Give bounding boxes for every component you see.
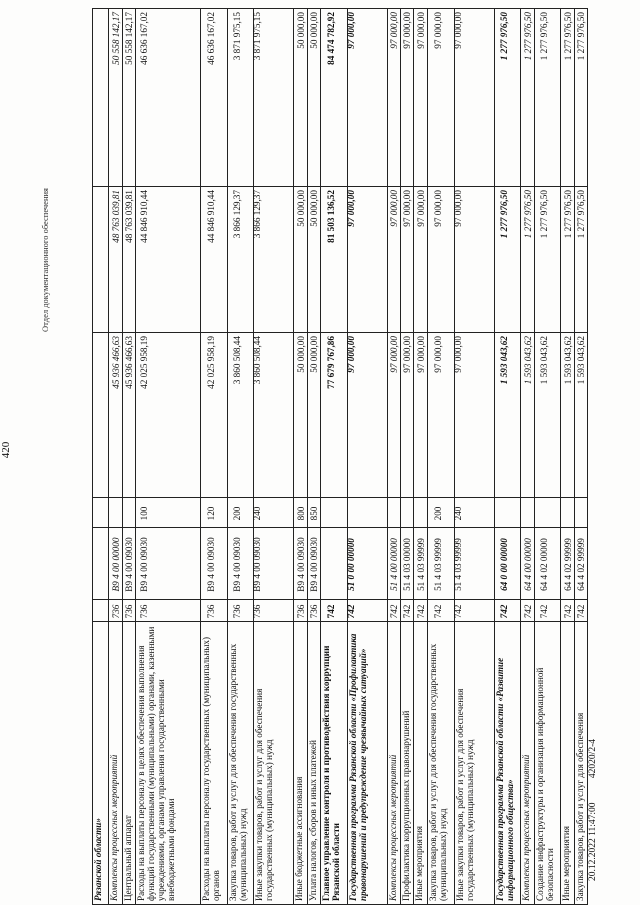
cell-y2023: 44 846 910,44 [205,190,216,243]
cell-vr [124,501,134,526]
cell-csr: 64 4 02 00000 [539,538,550,591]
column-divider [92,599,587,600]
cell-ved: 742 [389,604,400,619]
cell-y2024: 46 636 167,02 [205,12,216,65]
cell-csr: В9 4 00 09030 [124,537,135,592]
cell-vr: 120 [205,506,216,521]
column-divider [92,497,587,498]
cell-vr: 240 [452,506,463,521]
cell-csr: 51 4 03 99999 [432,538,443,591]
cell-vr [111,501,121,526]
row-description: Иные закупки товаров, работ и услуг для обеспечения государственных (муниципальных) нужд [454,688,475,901]
cell-vr [346,501,386,526]
cell-y2022: 50 000,00 [295,336,306,373]
cell-y2024: 97 000,00 [452,12,463,49]
cell-y2024: 50 558 142,17 [124,12,135,65]
cell-vr [402,501,412,526]
cell-csr [326,531,346,598]
cell-csr: 51 4 03 99999 [452,538,463,591]
cell-y2023: 1 277 976,50 [562,190,573,239]
row-description: Закупка товаров, работ и услуг для обеспечения государственных (муниципальных) нужд [427,643,448,901]
cell-y2022: 97 000,00 [432,336,443,373]
cell-y2024: 46 636 167,02 [138,12,149,65]
row-description: Уплата налогов, сборов и иных платежей [307,740,318,901]
row-description: Иные бюджетные ассигнования [294,776,305,901]
cell-csr: В9 4 00 09030 [295,537,306,592]
column-divider [92,332,587,333]
cell-csr: В9 4 00 09030 [205,537,216,592]
cell-csr: 64 0 00 00000 [499,538,510,591]
row-description: Профилактика коррупционных правонарушений [401,710,412,901]
cell-vr [97,501,107,526]
cell-vr: 200 [232,506,243,521]
cell-y2022: 50 000,00 [309,336,320,373]
cell-y2024: 84 474 782,92 [325,12,336,65]
department-stamp: Отдел документационного обеспечения [40,188,50,332]
row-description: Закупка товаров, работ и услуг для обеспечения [574,712,585,901]
cell-ved: 742 [432,604,443,619]
cell-y2023: 50 000,00 [309,190,320,227]
cell-ved: 742 [576,604,586,619]
cell-csr: В9 4 00 09030 [252,537,263,592]
column-divider [92,621,587,622]
cell-csr: 51 4 00 00000 [389,538,400,591]
cell-y2023: 97 000,00 [389,190,400,227]
cell-y2024: 1 277 976,50 [522,12,533,61]
row-description: Государственная программа Рязанской области «Профилактика правонарушений и предупреждение чрезвычайных ситуаций» [347,633,368,901]
cell-y2024: 97 000,00 [415,12,426,49]
cell-y2022: 45 936 466,63 [111,336,122,389]
budget-table [92,0,587,905]
cell-ved: 736 [252,604,263,619]
cell-y2022: 42 025 958,19 [205,336,216,389]
cell-y2023: 97 000,00 [415,190,426,227]
cell-vr [563,501,573,526]
cell-ved: 742 [499,604,510,619]
cell-vr [576,501,586,526]
cell-ved: 736 [309,604,320,619]
cell-vr [389,501,399,526]
cell-vr [499,501,519,526]
row-description: Комплексы процессных мероприятий [521,754,532,901]
cell-y2022: 97 000,00 [389,336,400,373]
cell-y2022: 1 593 043,62 [539,336,550,385]
cell-y2023: 81 503 136,52 [325,190,336,243]
cell-vr: 200 [432,506,443,521]
cell-vr [326,501,346,526]
footer-doc-code: 42020/2-4 [588,739,598,779]
cell-csr: 51 4 03 00000 [402,538,413,591]
cell-csr: 64 4 00 00000 [522,538,533,591]
cell-vr [523,501,533,526]
row-description: Иные закупки товаров, работ и услуг для обеспечения государственных (муниципальных) нужд [254,688,275,901]
cell-ved: 736 [232,604,243,619]
cell-y2023: 97 000,00 [452,190,463,227]
cell-y2024: 97 000,00 [432,12,443,49]
cell-vr [416,501,426,526]
cell-y2023: 48 763 039,81 [111,190,122,243]
cell-ved: 742 [562,604,573,619]
cell-csr: В9 4 00 00000 [111,537,122,592]
cell-y2023: 97 000,00 [345,190,356,227]
row-description: Центральный аппарат [123,815,134,901]
row-description: Закупка товаров, работ и услуг для обеспечения государственных (муниципальных) нужд [227,643,248,901]
row-description: Иные мероприятия [414,826,425,901]
row-description: Государственная программа Рязанской области «Развитие информационного общества» [494,657,515,901]
row-description: Иные мероприятия [561,826,572,901]
cell-vr [539,501,559,526]
cell-y2022: 1 593 043,62 [562,336,573,385]
cell-y2022: 3 860 508,44 [252,336,263,385]
cell-y2024: 50 000,00 [309,12,320,49]
cell-ved [97,603,107,620]
cell-y2022: 1 593 043,62 [576,336,586,385]
cell-ved: 742 [402,604,413,619]
cell-y2023: 50 000,00 [295,190,306,227]
cell-y2024: 50 000,00 [295,12,306,49]
cell-y2023: 3 866 129,37 [232,190,243,239]
cell-y2023: 44 846 910,44 [138,190,149,243]
cell-y2024: 50 558 142,17 [111,12,122,65]
cell-y2022: 97 000,00 [452,336,463,373]
cell-ved: 742 [415,604,426,619]
cell-y2022: 97 000,00 [415,336,426,373]
cell-y2024: 1 277 976,50 [499,12,510,61]
cell-ved: 736 [295,604,306,619]
cell-vr: 850 [309,506,320,521]
cell-y2023: 1 277 976,50 [499,190,510,239]
row-description: Создание инфраструктуры и организация информационной безопасности [534,667,555,901]
cell-ved: 736 [111,604,122,619]
column-divider [92,8,587,9]
cell-y2024: 97 000,00 [402,12,413,49]
cell-y2024: 97 000,00 [345,12,356,49]
cell-y2022: 3 860 508,44 [232,336,243,385]
cell-y2024: 97 000,00 [389,12,400,49]
cell-y2023: 1 277 976,50 [522,190,533,239]
cell-csr: В9 4 00 09030 [138,537,149,592]
cell-ved: 742 [325,604,336,619]
footer-timestamp: 20.12.2022 11:47:00 [588,802,598,881]
column-divider [92,527,587,528]
column-divider [92,186,587,187]
cell-vr: 100 [138,506,149,521]
cell-y2023: 97 000,00 [402,190,413,227]
cell-y2023: 1 277 976,50 [539,190,550,239]
cell-ved: 742 [452,604,463,619]
cell-csr: 64 4 02 99999 [576,538,586,591]
cell-csr: 64 4 02 99999 [562,538,573,591]
cell-y2022: 42 025 958,19 [138,336,149,389]
cell-csr [97,531,107,598]
cell-csr: В9 4 00 09030 [232,537,243,592]
cell-vr: 240 [252,506,263,521]
cell-ved: 742 [345,604,356,619]
row-description: Расходы на выплаты персоналу в целях обеспечения выполнения функций государственными (муниципальными) органами, казенными учреждениями, органами управления государственными внебюджетными фондами [136,626,177,901]
cell-ved: 742 [522,604,533,619]
cell-y2024 [97,10,107,185]
cell-y2022 [97,334,107,496]
cell-y2022: 1 593 043,62 [522,336,533,385]
cell-ved: 736 [205,604,216,619]
cell-ved: 742 [539,604,550,619]
row-description: Расходы на выплаты персоналу государственных (муниципальных) органов [200,636,221,901]
cell-y2022: 1 593 043,62 [499,336,510,385]
cell-csr: В9 4 00 09030 [309,537,320,592]
cell-y2024: 1 277 976,50 [562,12,573,61]
cell-y2024: 1 277 976,50 [576,12,586,61]
cell-y2022: 45 936 466,63 [124,336,135,389]
cell-vr: 800 [295,506,306,521]
cell-ved: 736 [138,604,149,619]
cell-y2022: 77 679 767,86 [325,336,336,389]
cell-y2024: 3 871 975,15 [232,12,243,61]
cell-y2023: 97 000,00 [432,190,443,227]
cell-y2024: 1 277 976,50 [539,12,550,61]
cell-csr: 51 0 00 00000 [345,538,356,591]
row-description: Комплексы процессных мероприятий [387,754,398,901]
cell-y2023: 3 866 129,37 [252,190,263,239]
cell-csr: 51 4 03 99999 [415,538,426,591]
cell-y2024: 3 871 975,15 [252,12,263,61]
row-description: Рязанской области» [93,818,103,901]
row-description: Главное управление контроля и противодействия коррупции Рязанской области [321,645,342,901]
cell-y2023: 1 277 976,50 [576,190,586,239]
footer [588,717,598,881]
cell-ved: 736 [124,604,135,619]
page-number: 420 [0,441,12,459]
cell-y2023 [97,188,107,331]
cell-y2022: 97 000,00 [402,336,413,373]
row-description: Комплексы процессных мероприятий [108,754,119,901]
cell-y2022: 97 000,00 [345,336,356,373]
cell-y2023: 48 763 039,81 [124,190,135,243]
